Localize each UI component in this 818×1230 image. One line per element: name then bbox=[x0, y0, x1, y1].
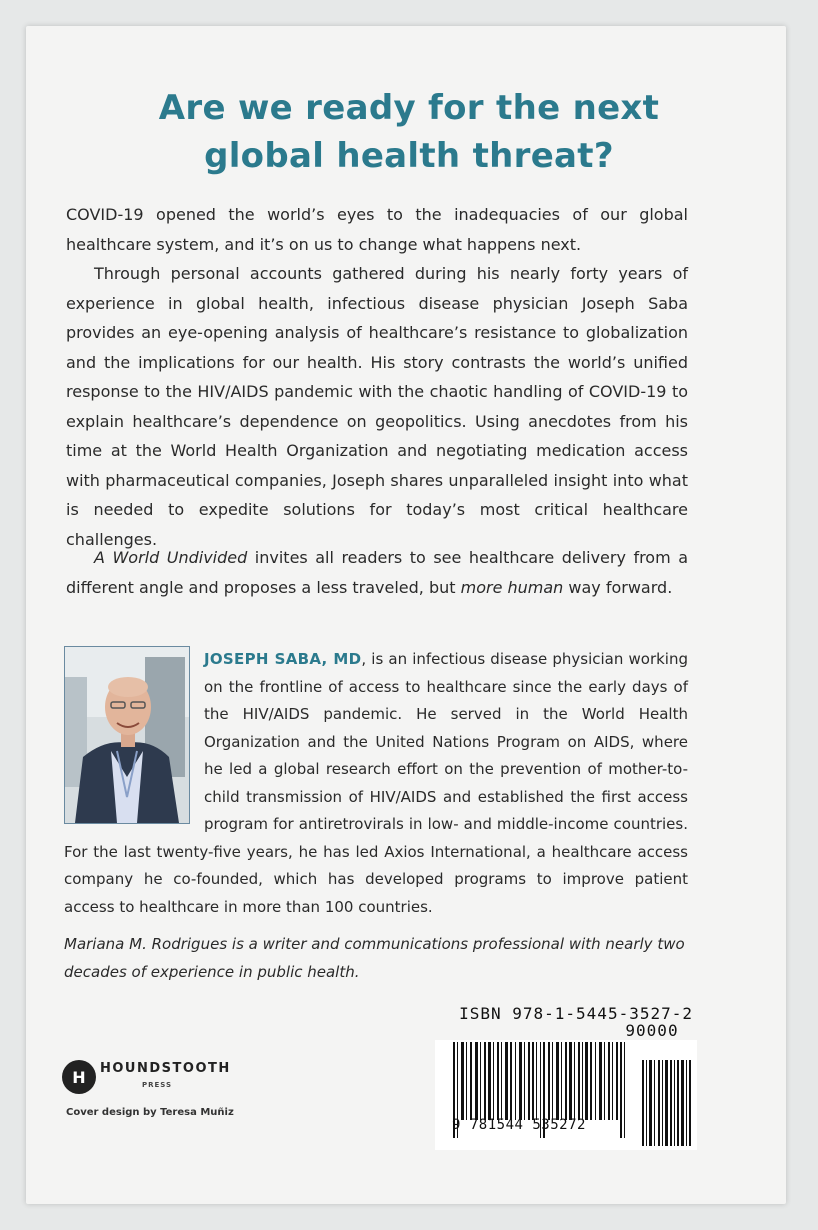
barcode-bars bbox=[435, 1040, 697, 1150]
publisher-name: HOUNDSTOOTH bbox=[100, 1061, 231, 1076]
cover-design-credit: Cover design by Teresa Muñiz bbox=[66, 1107, 234, 1118]
description-paragraph-3 bbox=[66, 543, 688, 602]
author-portrait-image bbox=[65, 647, 189, 823]
barcode bbox=[435, 1040, 697, 1150]
publisher-logo-letter: H bbox=[72, 1068, 86, 1087]
paragraph-3-end: way forward. bbox=[563, 577, 673, 597]
description-paragraph-1: COVID-19 opened the world’s eyes to the inadequacies of our global healthcare system, and it’s on us to change what happens next. bbox=[66, 205, 688, 254]
headline bbox=[50, 84, 768, 180]
price-code: 90000 bbox=[625, 1021, 679, 1040]
coauthor-note: Mariana M. Rodrigues is a writer and communications professional with nearly two decades of experience in public health. bbox=[64, 935, 685, 981]
isbn-number: ISBN 978-1-5445-3527-2 bbox=[459, 1004, 693, 1023]
publisher-sub: PRESS bbox=[142, 1081, 173, 1089]
barcode-digits: 9 781544 535272 bbox=[452, 1117, 586, 1133]
book-title: A World Undivided bbox=[94, 548, 248, 567]
publisher-logo-icon bbox=[62, 1060, 96, 1094]
emphasis-text: more human bbox=[460, 577, 564, 597]
headline-line-2: global health threat? bbox=[204, 136, 614, 176]
headline-line-1: Are we ready for the next bbox=[158, 88, 660, 128]
author-photo bbox=[64, 646, 190, 824]
paragraph-3-middle: invites all readers to see healthcare delivery from a different angle and proposes a less traveled, but bbox=[66, 548, 688, 597]
author-bio-text: , is an infectious disease physician working on the frontline of access to healthcare since the early days of the HIV/AIDS pandemic. He served in the World Health Organization and the United Nations Program on AIDS, where he led a global research effort on the prevention of mother-to-child transmission of HIV/AIDS and established the first access program for antiretrovirals in low- and middle-income countries. For the last twenty-five years, he has led Axios International, a healthcare access company he co-founded, which has developed programs to improve patient access to healthcare in more than 100 countries. bbox=[64, 650, 688, 916]
author-name: JOSEPH SABA, MD bbox=[204, 650, 362, 668]
description-paragraph-2: Through personal accounts gathered during his nearly forty years of experience in global health, infectious disease physician Joseph Saba provides an eye-opening analysis of healthcare’s resistance to globalization and the implications for our health. His story contrasts the world’s unified response to the HIV/AIDS pandemic with the chaotic handling of COVID-19 to explain healthcare’s dependence on geopolitics. Using anecdotes from his time at the World Health Organization and negotiating medication access with pharmaceutical companies, Joseph shares unparalleled insight into what is needed to expedite solutions for today’s most critical healthcare challenges. bbox=[66, 264, 688, 549]
